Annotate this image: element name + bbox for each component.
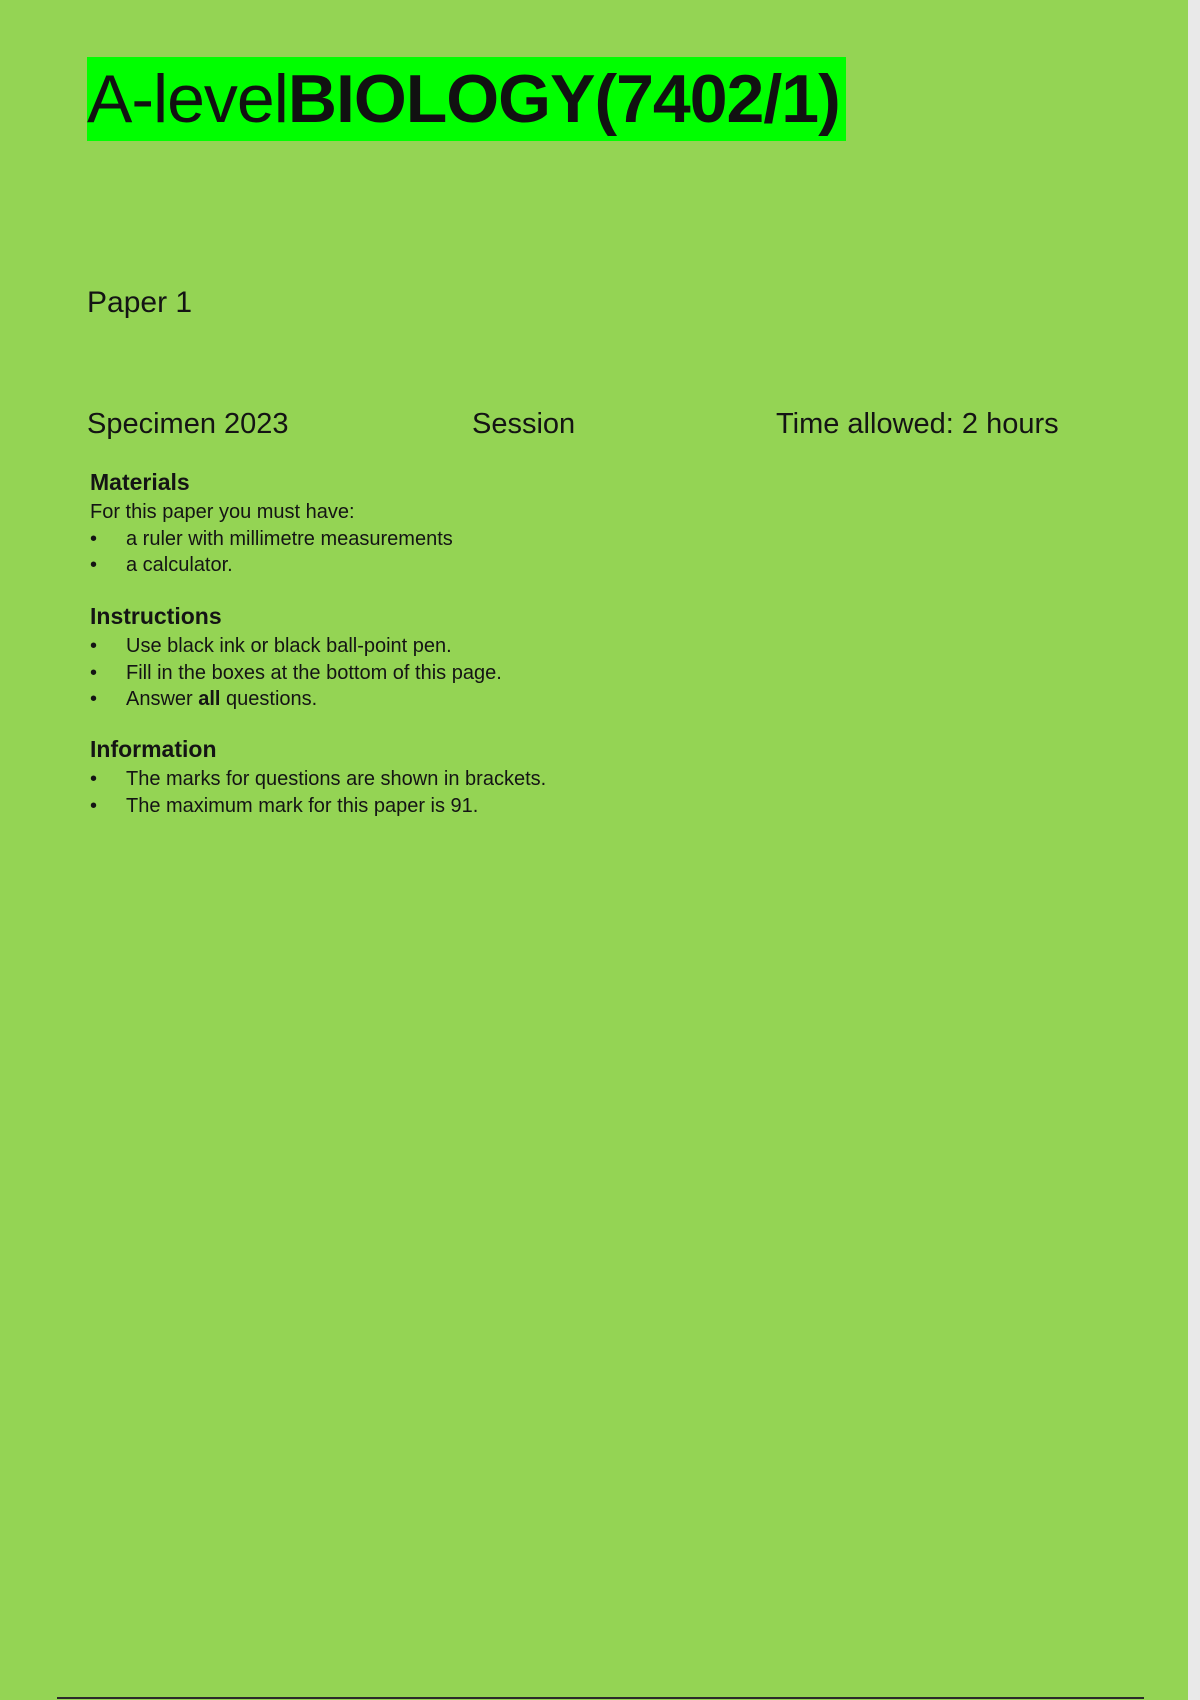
materials-list [90, 526, 453, 579]
list-item [90, 633, 502, 660]
answer-suffix: questions. [220, 688, 318, 710]
bullet-icon: • [90, 527, 98, 550]
page-edge [1188, 0, 1200, 1700]
materials-item-text: a ruler with millimetre measurements [126, 527, 453, 550]
list-item [90, 552, 453, 579]
information-item-text: The marks for questions are shown in brackets. [126, 768, 547, 790]
bottom-divider [57, 1697, 1144, 1699]
instructions-section [90, 602, 502, 713]
time-allowed-label: Time allowed: 2 hours [776, 408, 1059, 440]
paper-number: Paper 1 [87, 286, 193, 319]
bullet-icon: • [90, 661, 98, 684]
materials-section [90, 468, 453, 579]
session-label: Session [472, 408, 576, 440]
information-section [90, 735, 546, 819]
information-heading: Information [90, 736, 217, 762]
bullet-icon: • [90, 794, 98, 817]
document-title [87, 57, 846, 141]
answer-emphasis: all [198, 688, 221, 710]
information-list [90, 766, 546, 819]
materials-intro: For this paper you must have: [90, 501, 355, 523]
instructions-item-text: Fill in the boxes at the bottom of this page. [126, 661, 502, 684]
title-code: (7402/1) [594, 61, 840, 137]
specimen-label: Specimen 2023 [87, 408, 289, 440]
list-item [90, 686, 502, 713]
materials-item-text: a calculator. [126, 554, 233, 576]
bullet-icon: • [90, 688, 98, 710]
list-item [90, 660, 502, 687]
instructions-item-text: Use black ink or black ball-point pen. [126, 635, 452, 657]
bullet-icon: • [90, 768, 98, 790]
instructions-list [90, 633, 502, 713]
bullet-icon: • [90, 635, 98, 657]
instructions-heading: Instructions [90, 603, 222, 629]
bullet-icon: • [90, 554, 98, 576]
list-item [90, 766, 546, 793]
title-subject: BIOLOGY [287, 61, 595, 137]
title-prefix: A-level [87, 61, 288, 137]
list-item [90, 526, 453, 553]
materials-heading: Materials [90, 469, 190, 495]
list-item [90, 793, 546, 820]
answer-prefix: Answer [126, 688, 199, 710]
information-item-text: The maximum mark for this paper is 91. [126, 794, 479, 817]
